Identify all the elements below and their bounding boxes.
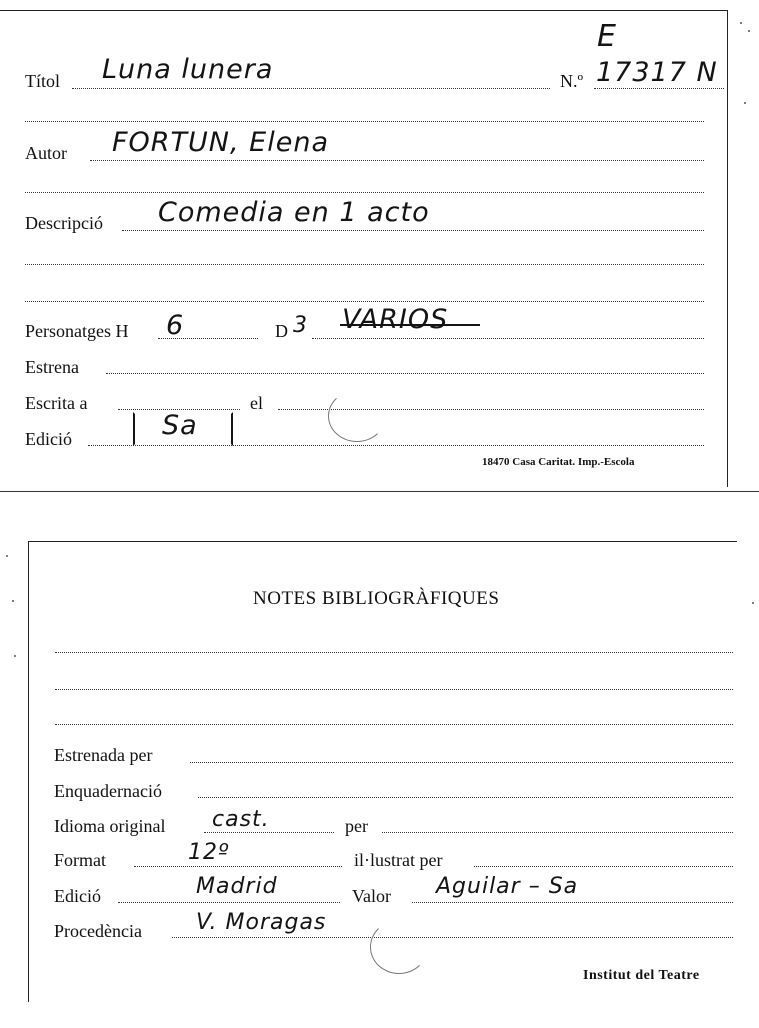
notes-heading: NOTES BIBLIOGRÀFIQUES bbox=[253, 588, 500, 609]
personatges-extra: VARIOS bbox=[342, 304, 449, 335]
punch-hole bbox=[370, 920, 428, 974]
per-label: per bbox=[345, 816, 368, 836]
procedencia-label: Procedència bbox=[54, 921, 142, 941]
valor-label: Valor bbox=[352, 886, 391, 906]
per-line bbox=[382, 832, 733, 833]
scan-speck bbox=[744, 102, 746, 104]
valor-value: Aguilar – Sa bbox=[436, 874, 579, 899]
descripcio-value: Comedia en 1 acto bbox=[158, 197, 430, 228]
rule-line bbox=[55, 689, 733, 690]
scan-speck bbox=[12, 600, 14, 602]
format-value: 12º bbox=[188, 840, 230, 865]
personatges-d-value: 3 bbox=[293, 313, 308, 338]
titol-value: Luna lunera bbox=[102, 54, 274, 85]
estrenada-label: Estrenada per bbox=[54, 745, 153, 765]
scan-speck bbox=[752, 602, 754, 604]
numero-line bbox=[594, 88, 724, 89]
rule-line bbox=[55, 652, 733, 653]
institut-imprint: Institut del Teatre bbox=[583, 968, 700, 983]
estrena-label: Estrena bbox=[25, 357, 79, 377]
scan-speck bbox=[6, 555, 8, 557]
idioma-label: Idioma original bbox=[54, 816, 166, 836]
estrena-line bbox=[106, 373, 704, 374]
el-label: el bbox=[250, 393, 263, 413]
enquadernacio-label: Enquadernació bbox=[54, 781, 162, 801]
escrita-label: Escrita a bbox=[25, 393, 88, 413]
enquadernacio-line bbox=[198, 797, 733, 798]
personatges-label: Personatges H bbox=[25, 321, 129, 341]
estrenada-line bbox=[190, 762, 733, 763]
personatges-d-label: D bbox=[275, 321, 288, 341]
corner-mark: E bbox=[597, 19, 617, 54]
autor-value: FORTUN, Elena bbox=[112, 127, 329, 158]
idioma-value: cast. bbox=[212, 807, 270, 832]
rule-line bbox=[25, 264, 704, 265]
rule-line bbox=[25, 192, 704, 193]
edicio-label: Edició bbox=[25, 429, 72, 449]
card-separator bbox=[0, 491, 759, 492]
rule-line bbox=[25, 121, 704, 122]
punch-hole bbox=[328, 390, 386, 442]
ilustrat-label: il·lustrat per bbox=[354, 850, 443, 870]
personatges-d-line bbox=[312, 338, 704, 339]
numero-label: N.º bbox=[560, 71, 584, 91]
printer-imprint: 18470 Casa Caritat. Imp.-Escola bbox=[482, 456, 635, 468]
strikethrough bbox=[340, 324, 480, 326]
scan-speck bbox=[740, 22, 742, 24]
descripcio-label: Descripció bbox=[25, 213, 103, 233]
edicio2-label: Edició bbox=[54, 886, 101, 906]
format-label: Format bbox=[54, 850, 106, 870]
format-line bbox=[134, 866, 342, 867]
numero-value: 17317 N bbox=[596, 57, 718, 88]
ilustrat-line bbox=[474, 866, 733, 867]
titol-line bbox=[72, 88, 550, 89]
edicio2-value: Madrid bbox=[196, 874, 278, 899]
procedencia-value: V. Moragas bbox=[196, 910, 327, 935]
scan-speck bbox=[748, 30, 750, 32]
descripcio-line bbox=[122, 230, 704, 231]
edicio2-line bbox=[118, 902, 340, 903]
titol-label: Títol bbox=[25, 71, 60, 91]
scan-speck bbox=[14, 655, 16, 657]
valor-line bbox=[412, 902, 733, 903]
edicio-value: Sa bbox=[162, 410, 198, 441]
rule-line bbox=[25, 301, 704, 302]
personatges-h-value: 6 bbox=[166, 310, 185, 341]
autor-line bbox=[90, 160, 704, 161]
rule-line bbox=[55, 724, 733, 725]
autor-label: Autor bbox=[25, 143, 67, 163]
